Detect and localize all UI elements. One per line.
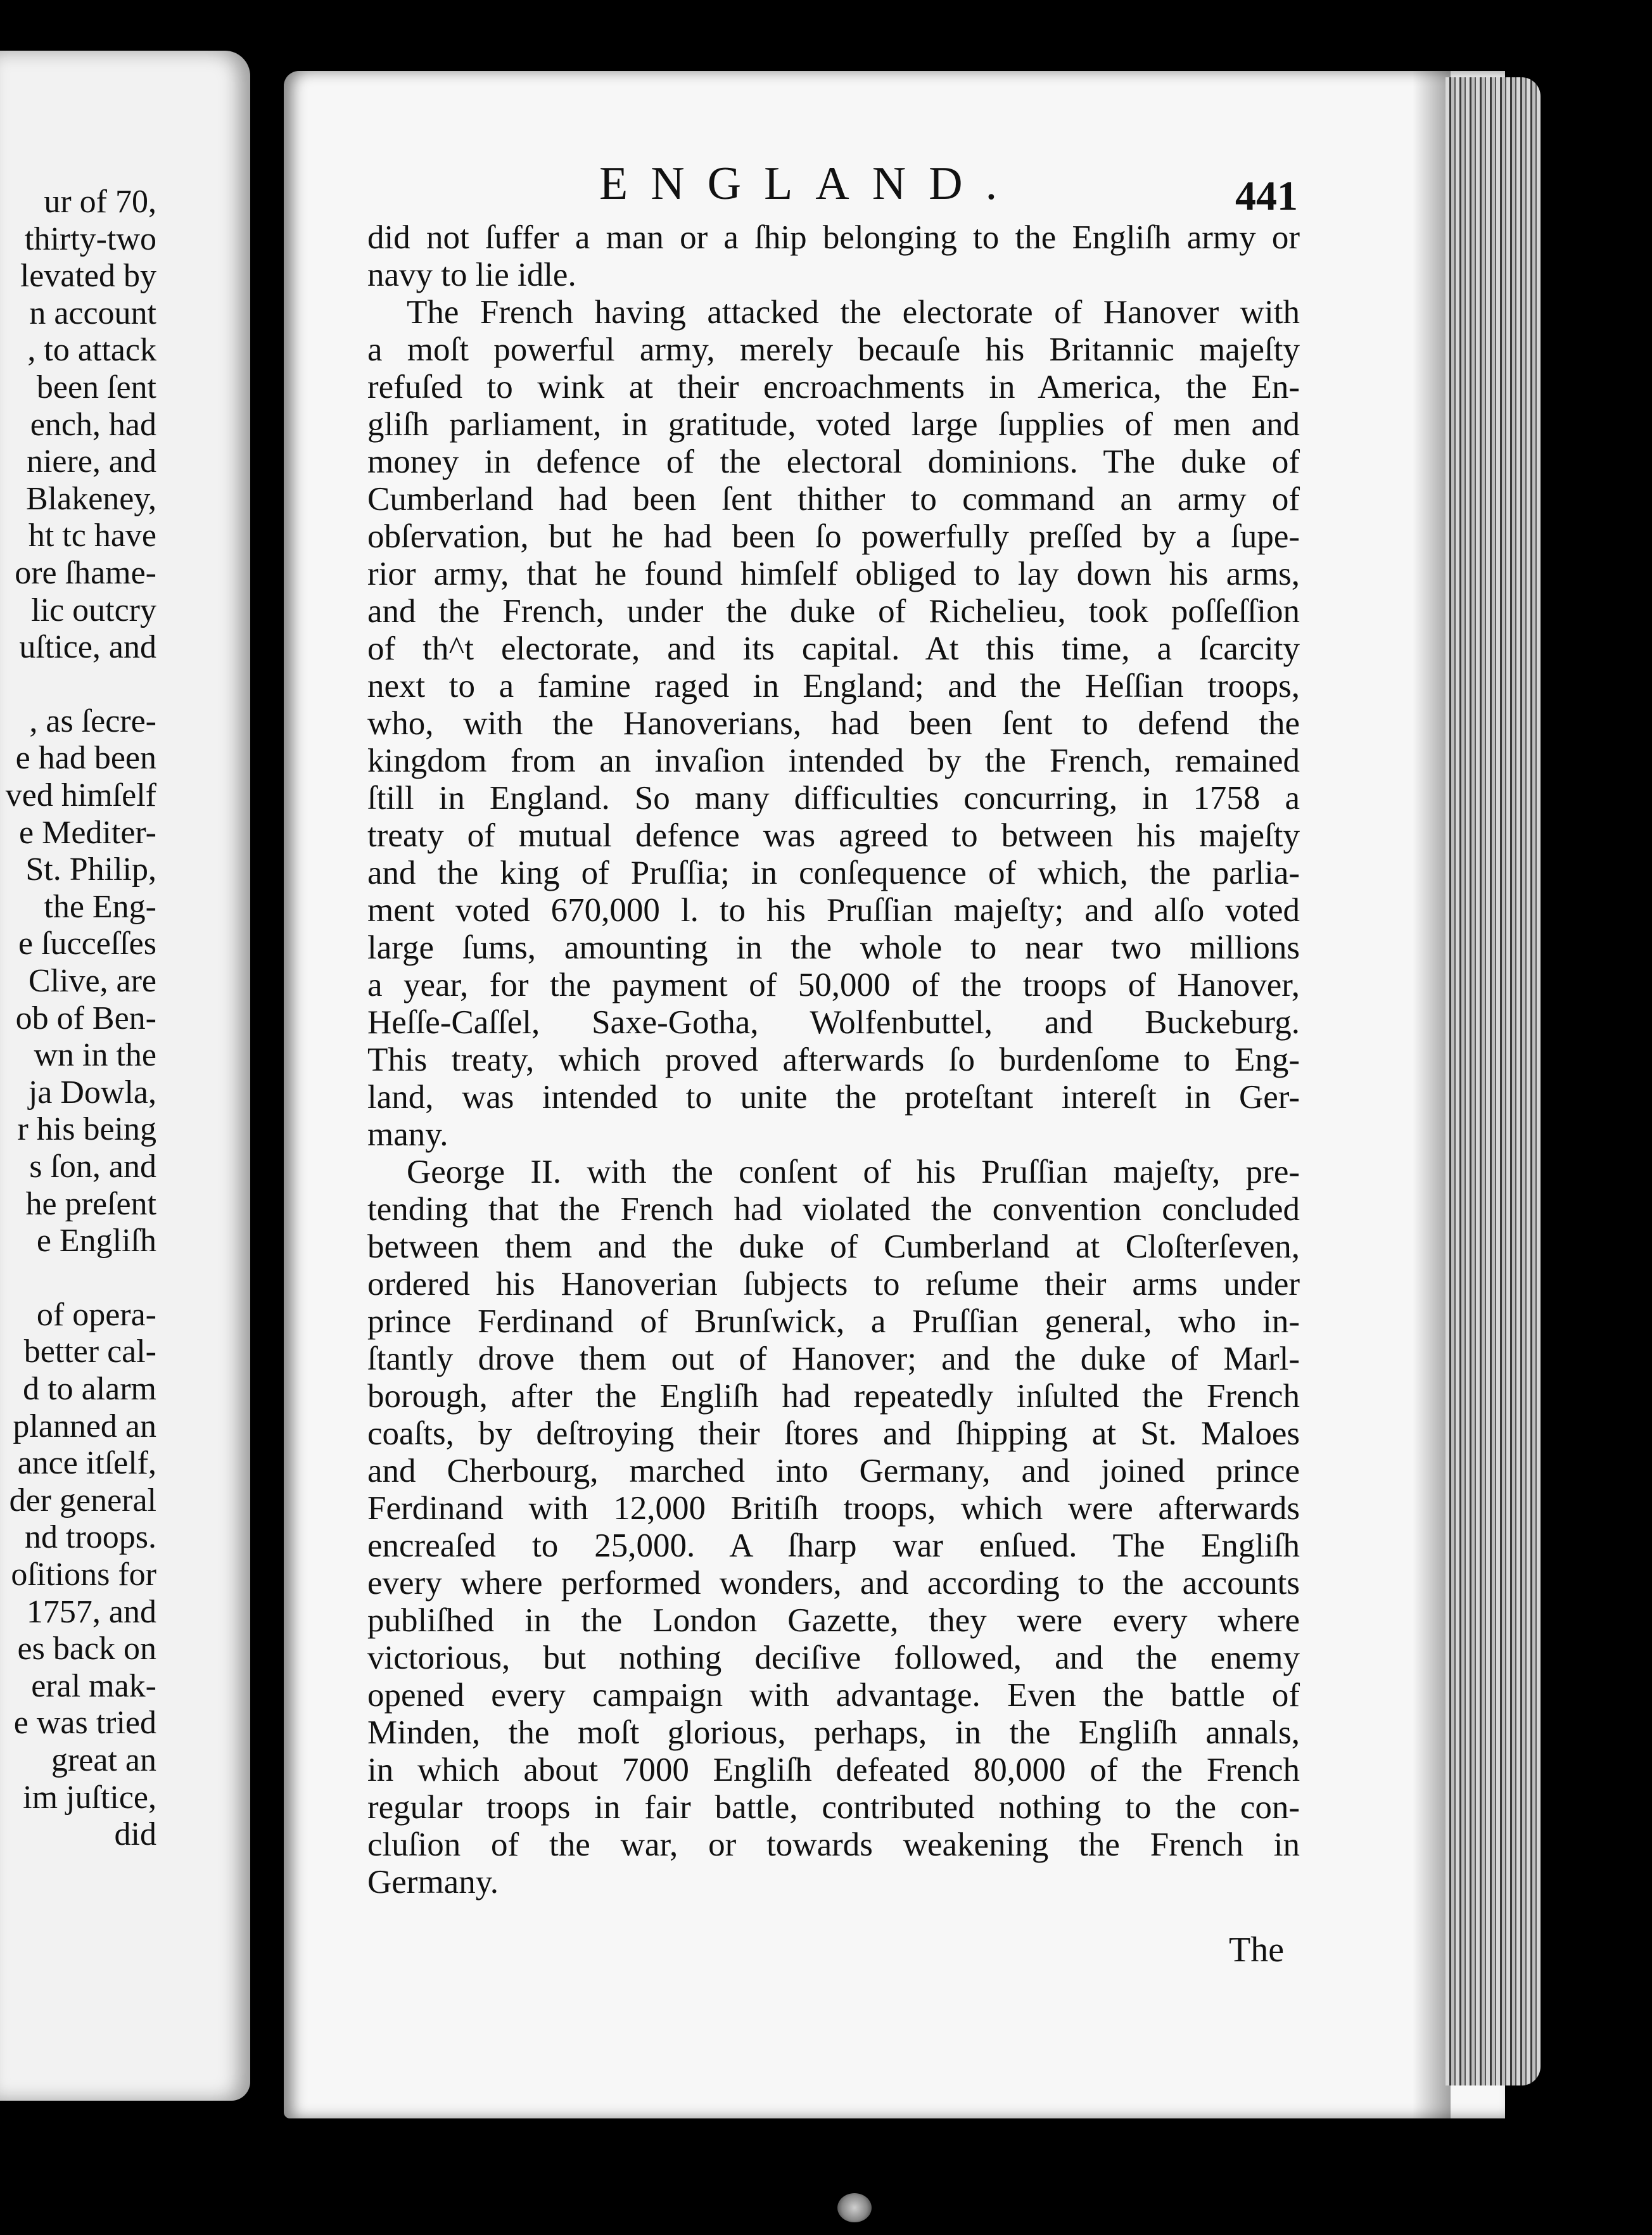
text-line: navy to lie idle.: [367, 257, 576, 293]
text-line: in which about 7000 Engliſh defeated 80,000 of the French: [367, 1752, 1300, 1788]
previous-page-line: nd troops.: [25, 1519, 156, 1556]
previous-page-line: ja Dowla,: [28, 1074, 156, 1111]
previous-page-line: lic outcry: [31, 592, 156, 628]
previous-page-line: oſitions for: [11, 1557, 156, 1593]
previous-page-line: es back on: [17, 1631, 156, 1667]
library-stamp-icon: [837, 2193, 872, 2222]
previous-page-line: ance itſelf,: [17, 1445, 156, 1482]
previous-page-line: he preſent: [25, 1185, 156, 1222]
previous-page-line: e had been: [15, 740, 156, 777]
previous-page-line: , to attack: [27, 332, 156, 369]
previous-page-line: did: [114, 1816, 156, 1853]
text-line: publiſhed in the London Gazette, they were every where: [367, 1602, 1300, 1639]
previous-page-line: ob of Ben-: [15, 1000, 156, 1036]
running-head: ENGLAND.: [599, 158, 1020, 210]
text-line: a year, for the payment of 50,000 of the troops of Hanover,: [367, 967, 1300, 1003]
text-line: opened every campaign with advantage. Even the battle of: [367, 1677, 1300, 1714]
text-line: refuſed to wink at their encroachments in America, the En-: [367, 369, 1300, 405]
page-gutter-shadow: [1413, 71, 1451, 2118]
text-line: encreaſed to 25,000. A ſharp war enſued. The Engliſh: [367, 1527, 1300, 1564]
text-line: treaty of mutual defence was agreed to between his majeſty: [367, 817, 1300, 854]
previous-page-line: im juſtice,: [23, 1779, 156, 1816]
text-line: Germany.: [367, 1864, 499, 1901]
previous-page-line: ur of 70,: [44, 184, 156, 220]
text-line: and the king of Pruſſia; in conſequence of which, the parlia-: [367, 855, 1300, 891]
previous-page-line: ved himſelf: [5, 777, 156, 813]
text-line: kingdom from an invaſion intended by the French, remained: [367, 742, 1300, 779]
page-number: 441: [1235, 173, 1298, 219]
text-line: Cumberland had been ſent thither to command an army of: [367, 481, 1300, 518]
text-line: The French having attacked the electorate of Hanover with: [407, 294, 1300, 331]
previous-page-line: niere, and: [26, 443, 156, 480]
previous-page-line: e Engliſh: [36, 1223, 156, 1259]
previous-page-line: planned an: [13, 1408, 156, 1444]
previous-page-line: levated by: [20, 258, 156, 295]
previous-page-line: d to alarm: [23, 1371, 156, 1407]
previous-page-line: Blakeney,: [26, 480, 156, 517]
text-line: tending that the French had violated the convention concluded: [367, 1191, 1300, 1228]
previous-page-line: uſtice, and: [19, 629, 156, 666]
previous-page-line: n account: [29, 295, 156, 331]
previous-page-line: wn in the: [34, 1037, 156, 1074]
text-line: money in defence of the electoral dominions. The duke of: [367, 443, 1300, 480]
text-line: coaſts, by deſtroying their ſtores and ſhipping at St. Maloes: [367, 1415, 1300, 1452]
previous-page-line: ht tc have: [28, 518, 156, 554]
text-line: who, with the Hanoverians, had been ſent to defend the: [367, 705, 1300, 742]
text-line: large ſums, amounting in the whole to near two millions: [367, 929, 1300, 966]
text-line: borough, after the Engliſh had repeatedly inſulted the French: [367, 1378, 1300, 1415]
catchword: The: [1229, 1930, 1285, 1970]
text-line: many.: [367, 1116, 448, 1153]
text-line: ſtill in England. So many difficulties concurring, in 1758 a: [367, 780, 1300, 817]
text-line: obſervation, but he had been ſo powerfully preſſed by a ſupe-: [367, 518, 1300, 555]
text-line: regular troops in fair battle, contributed nothing to the con-: [367, 1789, 1300, 1826]
text-line: Minden, the moſt glorious, perhaps, in the Engliſh annals,: [367, 1714, 1300, 1751]
previous-page-line: St. Philip,: [25, 851, 156, 888]
text-line: George II. with the conſent of his Pruſſian majeſty, pre-: [407, 1154, 1300, 1190]
page-edges: [1446, 77, 1541, 2085]
text-line: land, was intended to unite the proteſtant intereſt in Ger-: [367, 1079, 1300, 1116]
previous-page-line: great an: [51, 1742, 156, 1778]
previous-page-line: been ſent: [36, 369, 156, 405]
previous-page-line: ore ſhame-: [15, 555, 156, 591]
previous-page-fragment: [0, 51, 250, 2101]
previous-page-line: der general: [9, 1482, 156, 1519]
previous-page-line: , as ſecre-: [29, 703, 156, 739]
previous-page-line: 1757, and: [26, 1593, 156, 1630]
text-line: gliſh parliament, in gratitude, voted large ſupplies of men and: [367, 406, 1300, 443]
previous-page-line: r his being: [17, 1111, 156, 1148]
text-line: next to a famine raged in England; and the Heſſian troops,: [367, 668, 1300, 704]
text-line: Ferdinand with 12,000 Britiſh troops, which were afterwards: [367, 1490, 1300, 1527]
text-line: ment voted 670,000 l. to his Pruſſian majeſty; and alſo voted: [367, 892, 1300, 929]
previous-page-line: eral mak-: [31, 1667, 156, 1704]
text-line: did not ſuffer a man or a ſhip belonging to the Engliſh army or: [367, 219, 1300, 256]
previous-page-line: ench, had: [30, 406, 156, 443]
text-line: every where performed wonders, and according to the accounts: [367, 1565, 1300, 1601]
text-line: a moſt powerful army, merely becauſe his Britannic majeſty: [367, 331, 1300, 368]
previous-page-line: of opera-: [36, 1296, 156, 1333]
text-line: victorious, but nothing deciſive followed, and the enemy: [367, 1640, 1300, 1676]
text-line: and the French, under the duke of Richelieu, took poſſeſſion: [367, 593, 1300, 630]
previous-page-line: thirty-two: [25, 220, 156, 257]
previous-page-line: e Mediter-: [19, 814, 156, 851]
previous-page-line: the Eng-: [44, 888, 156, 925]
text-line: and Cherbourg, marched into Germany, and joined prince: [367, 1453, 1300, 1489]
previous-page-line: better cal-: [23, 1334, 156, 1370]
text-line: This treaty, which proved afterwards ſo burdenſome to Eng-: [367, 1041, 1300, 1078]
previous-page-line: Clive, are: [28, 963, 156, 999]
text-line: ſtantly drove them out of Hanover; and the duke of Marl-: [367, 1340, 1300, 1377]
text-line: ordered his Hanoverian ſubjects to reſume their arms under: [367, 1266, 1300, 1302]
previous-page-line: s ſon, and: [29, 1149, 156, 1185]
text-line: prince Ferdinand of Brunſwick, a Pruſſian general, who in-: [367, 1303, 1300, 1340]
text-line: rior army, that he found himſelf obliged to lay down his arms,: [367, 556, 1300, 592]
page-body-text: [367, 219, 1300, 1901]
text-line: of th^t electorate, and its capital. At this time, a ſcarcity: [367, 630, 1300, 667]
text-line: Heſſe-Caſſel, Saxe-Gotha, Wolfenbuttel, and Buckeburg.: [367, 1004, 1300, 1041]
previous-page-line: e was tried: [13, 1705, 156, 1742]
text-line: between them and the duke of Cumberland at Cloſterſeven,: [367, 1228, 1300, 1265]
text-line: cluſion of the war, or towards weakening the French in: [367, 1826, 1300, 1863]
previous-page-line: e ſucceſſes: [18, 926, 156, 962]
